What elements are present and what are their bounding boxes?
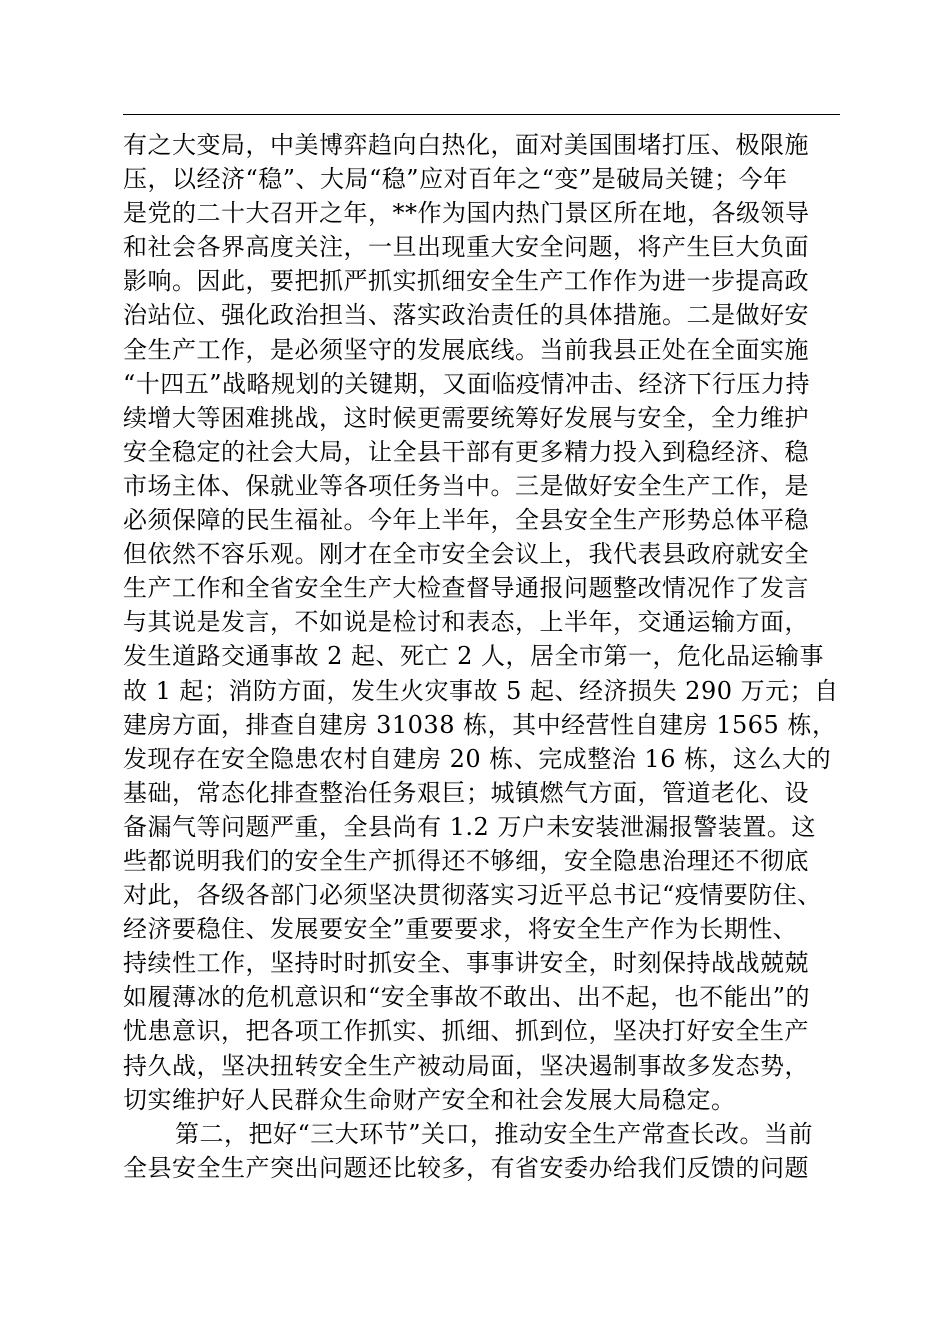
text-line: 持久战，坚决扭转安全生产被动局面，坚决遏制事故多发态势， xyxy=(123,1051,809,1080)
text-line: 与其说是发言，不如说是检讨和表态，上半年，交通运输方面， xyxy=(123,608,809,637)
text-line: 是党的二十大召开之年，**作为国内热门景区所在地，各级领导 xyxy=(123,199,810,228)
text-line: 些都说明我们的安全生产抓得还不够细，安全隐患治理还不彻底 xyxy=(123,846,809,875)
body-text xyxy=(123,128,863,1185)
text-line: 影响。因此，要把抓严抓实抓细安全生产工作作为进一步提高政 xyxy=(123,267,809,296)
text-line: 市场主体、保就业等各项任务当中。三是做好安全生产工作，是 xyxy=(123,471,809,500)
header-rule xyxy=(123,114,840,115)
text-line: 切实维护好人民群众生命财产安全和社会发展大局稳定。 xyxy=(123,1085,736,1114)
text-line: 必须保障的民生福祉。今年上半年，全县安全生产形势总体平稳 xyxy=(123,506,809,535)
text-line: 治站位、强化政治担当、落实政治责任的具体措施。二是做好安 xyxy=(123,301,809,330)
text-line: 忧患意识，把各项工作抓实、抓细、抓到位，坚决打好安全生产 xyxy=(123,1017,809,1046)
text-line: 生产工作和全省安全生产大检查督导通报问题整改情况作了发言 xyxy=(123,574,809,603)
text-line: 压，以经济“稳”、大局“稳”应对百年之“变”是破局关键；今年 xyxy=(123,165,788,194)
text-line: 经济要稳住、发展要安全”重要要求，将安全生产作为长期性、 xyxy=(123,915,798,944)
text-line: 如履薄冰的危机意识和“安全事故不敢出、出不起，也不能出”的 xyxy=(123,983,811,1012)
text-line: 对此，各级各部门必须坚决贯彻落实习近平总书记“疫情要防住、 xyxy=(123,881,822,910)
text-line: 有之大变局，中美博弈趋向白热化，面对美国围堵打压、极限施 xyxy=(123,131,809,159)
text-line: 全生产工作，是必须坚守的发展底线。当前我县正处在全面实施 xyxy=(123,335,809,364)
text-line: 和社会各界高度关注，一旦出现重大安全问题，将产生巨大负面 xyxy=(123,233,809,262)
text-line: 故 1 起；消防方面，发生火灾事故 5 起、经济损失 290 万元；自 xyxy=(123,676,839,705)
text-line: 建房方面，排查自建房 31038 栋，其中经营性自建房 1565 栋， xyxy=(123,710,837,739)
text-line: 安全稳定的社会大局，让全县干部有更多精力投入到稳经济、稳 xyxy=(123,437,809,466)
text-line: 基础，常态化排查整治任务艰巨；城镇燃气方面，管道老化、设 xyxy=(123,778,809,807)
text-line: 续增大等困难挑战，这时候更需要统筹好发展与安全，全力维护 xyxy=(123,403,809,432)
text-line: 全县安全生产突出问题还比较多，有省安委办给我们反馈的问题 xyxy=(123,1153,809,1182)
text-line: 第二，把好“三大环节”关口，推动安全生产常查长改。当前 xyxy=(175,1119,814,1148)
text-line: 持续性工作，坚持时时抓安全、事事讲安全，时刻保持战战兢兢 xyxy=(123,949,809,978)
text-line: 发现存在安全隐患农村自建房 20 栋、完成整治 16 栋，这么大的 xyxy=(123,744,832,773)
text-line: 但依然不容乐观。刚才在全市安全会议上，我代表县政府就安全 xyxy=(123,540,809,569)
text-line: 备漏气等问题严重，全县尚有 1.2 万户未安装泄漏报警装置。这 xyxy=(123,812,816,841)
text-line: 发生道路交通事故 2 起、死亡 2 人，居全市第一，危化品运输事 xyxy=(123,642,825,671)
text-line: “十四五”战略规划的关键期，又面临疫情冲击、经济下行压力持 xyxy=(123,369,811,398)
